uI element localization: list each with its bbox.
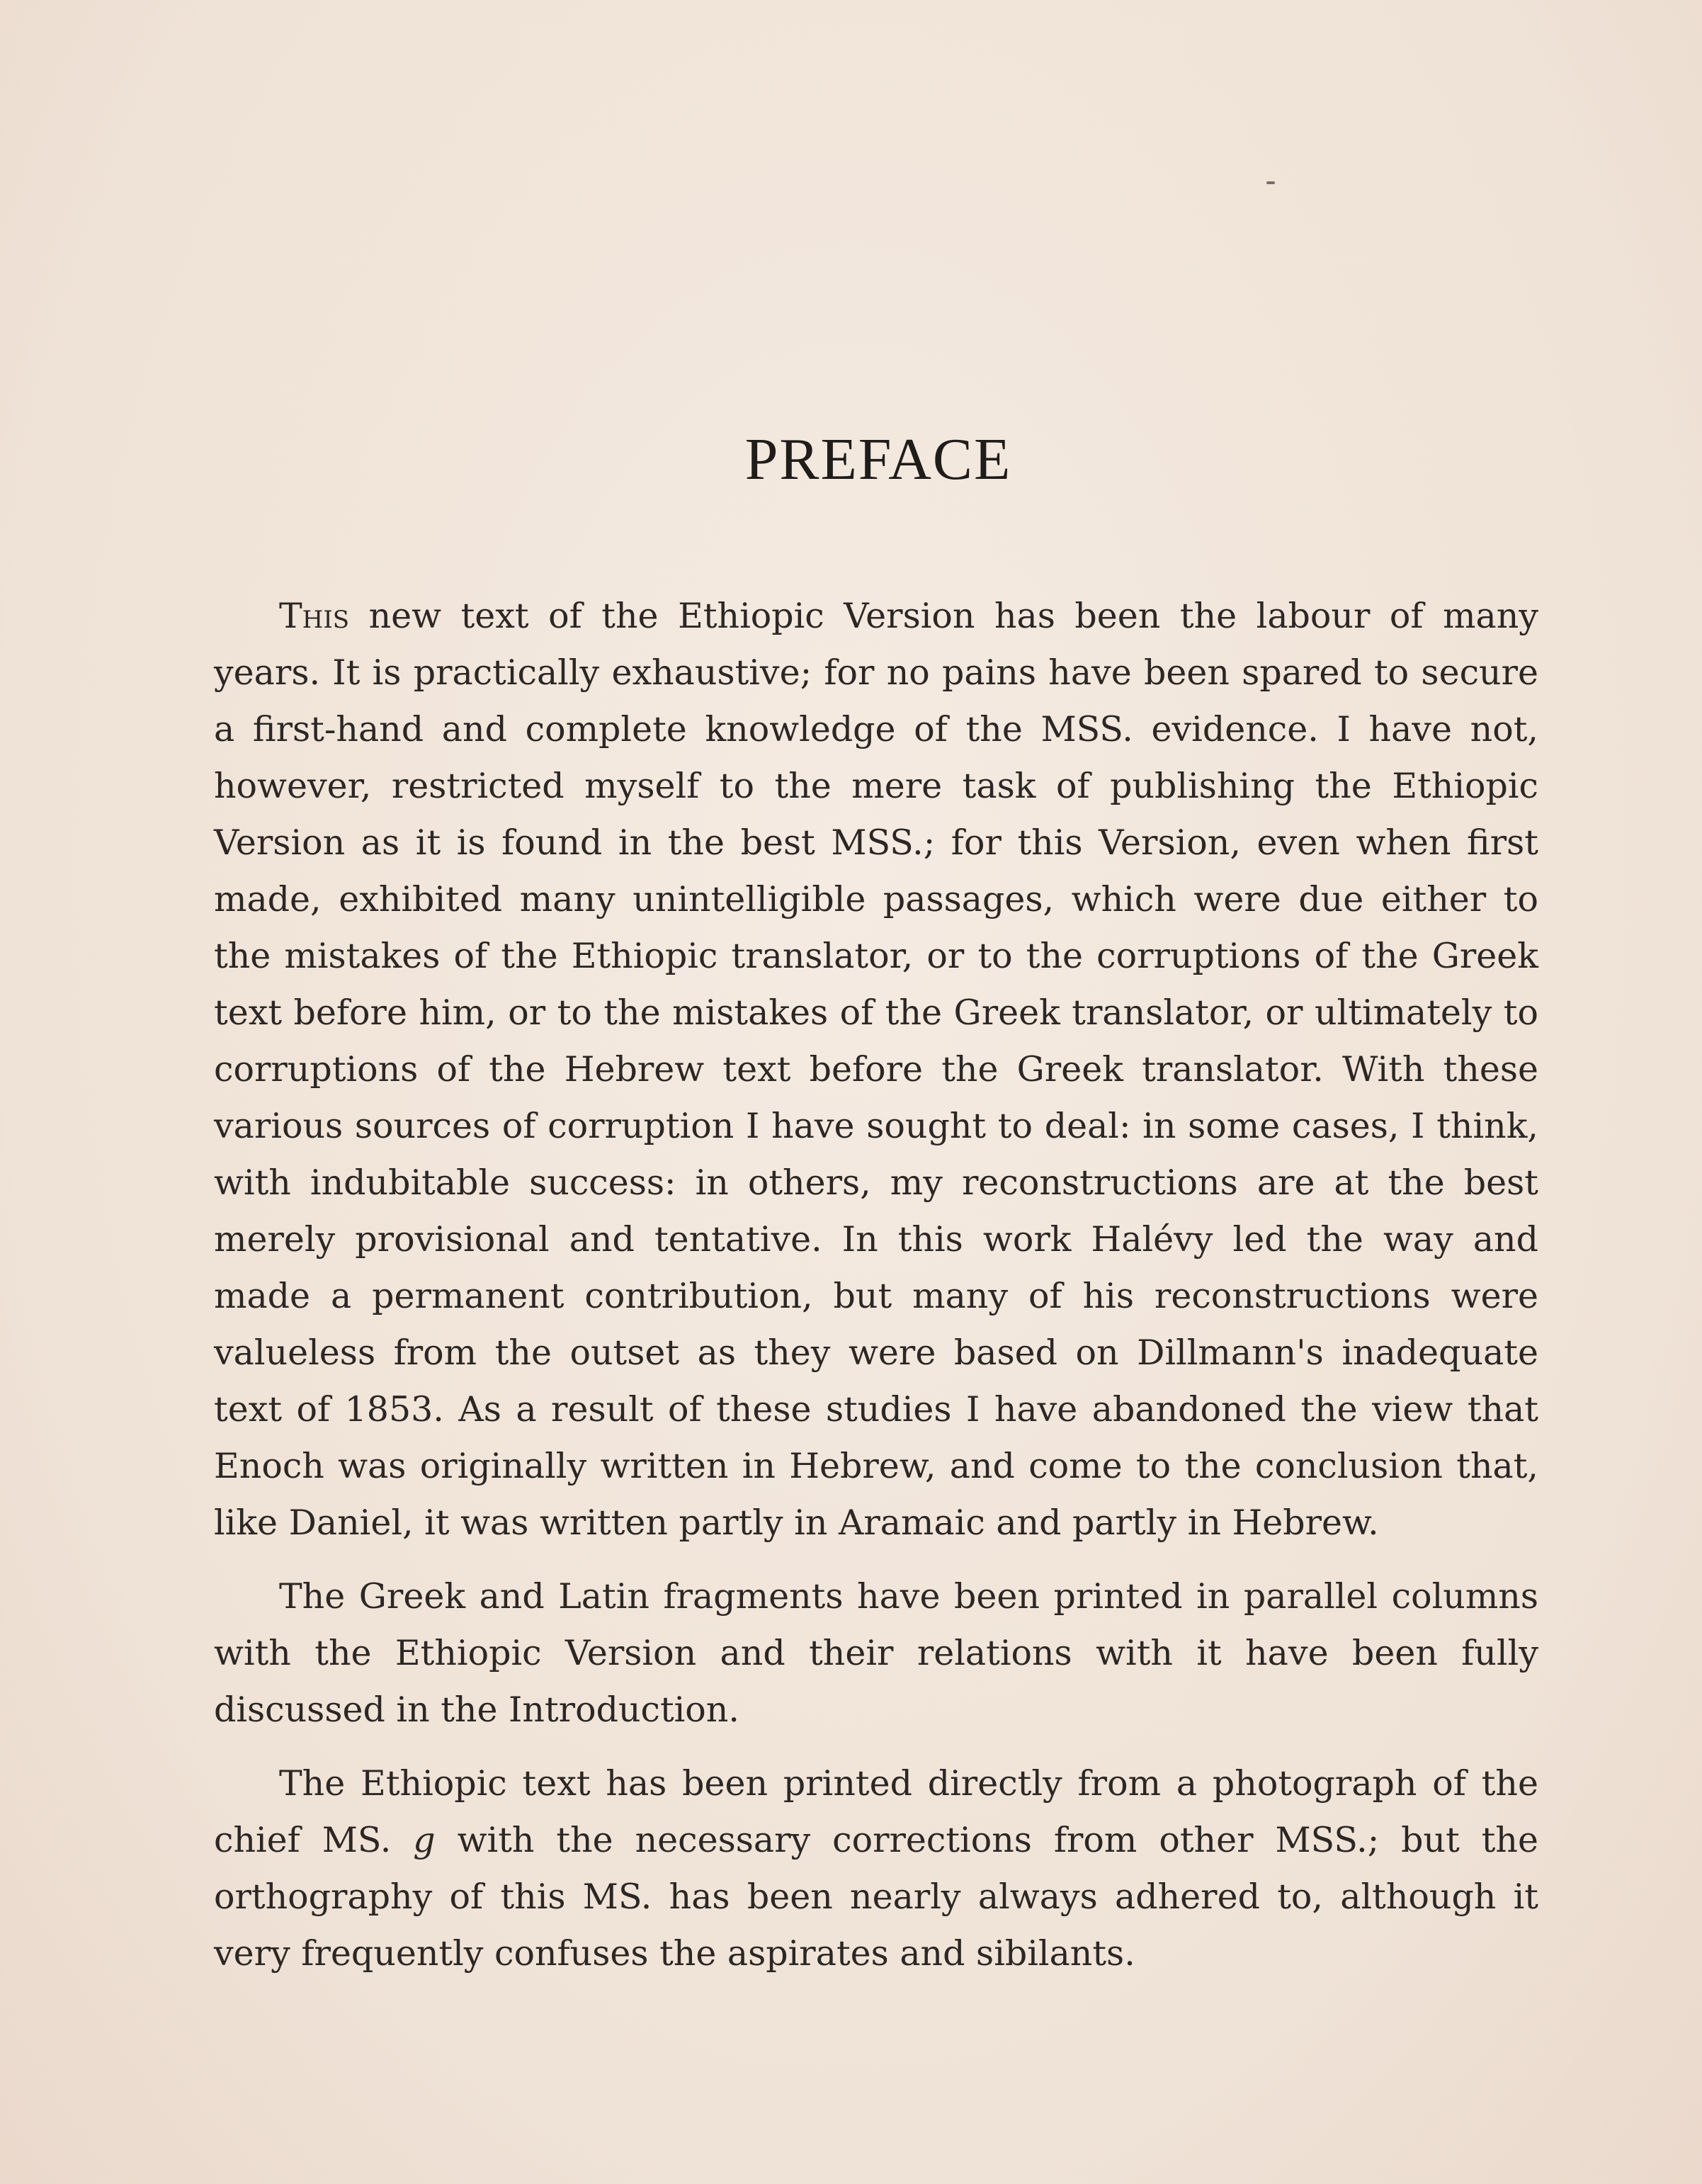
manuscript-sigil: g <box>413 1820 436 1860</box>
paragraph-1-text: new text of the Ethiopic Version has been the labour of many years. It is practically exhaustive; for no pains have been spared to secure a first-hand and complete knowledge of the MSS. evidence. I have not, however, restricted myself to the mere task of publishing the Ethiopic Version as it is found in the best MSS.; for this Version, even when first made, exhibited many unintelligible passages, which were due either to the mistakes of the Ethiopic translator, or to the corruptions of the Greek text before him, or to the mistakes of the Greek translator, or ultimately to corruptions of the Hebrew text before the Greek translator. With these various sources of corruption I have sought to deal: in some cases, I think, with indubitable success: in others, my reconstructions are at the best merely provisional and tentative. In this work Halévy led the way and made a permanent contribution, but many of his reconstructions were valueless from the outset as they were based on Dillmann's inadequate text of 1853. As a result of these studies I have abandoned the view that Enoch was originally written in Hebrew, and come to the conclusion that, like Daniel, it was written partly in Aramaic and partly in Hebrew. <box>214 596 1538 1543</box>
paragraph-3 <box>214 1755 1538 1982</box>
paragraph-2 <box>214 1568 1538 1738</box>
paragraph-1 <box>214 588 1538 1551</box>
ink-mark <box>1266 181 1275 184</box>
body-text <box>214 588 1538 1982</box>
paragraph-lead-word: This <box>279 596 350 636</box>
paragraph-2-text: The Greek and Latin fragments have been printed in parallel columns with the Ethiopic Version and their relations with it have been fully discussed in the Introduction. <box>214 1576 1538 1730</box>
page-title: PREFACE <box>744 426 1012 492</box>
paragraph-3-text-before: The Ethiopic text has been printed directly from a photograph of the chief MS. <box>214 1763 1538 1860</box>
paragraph-3-text-after: with the necessary corrections from other MSS.; but the orthography of this MS. has been nearly always adhered to, although it very frequently confuses the aspirates and sibilants. <box>214 1820 1538 1974</box>
